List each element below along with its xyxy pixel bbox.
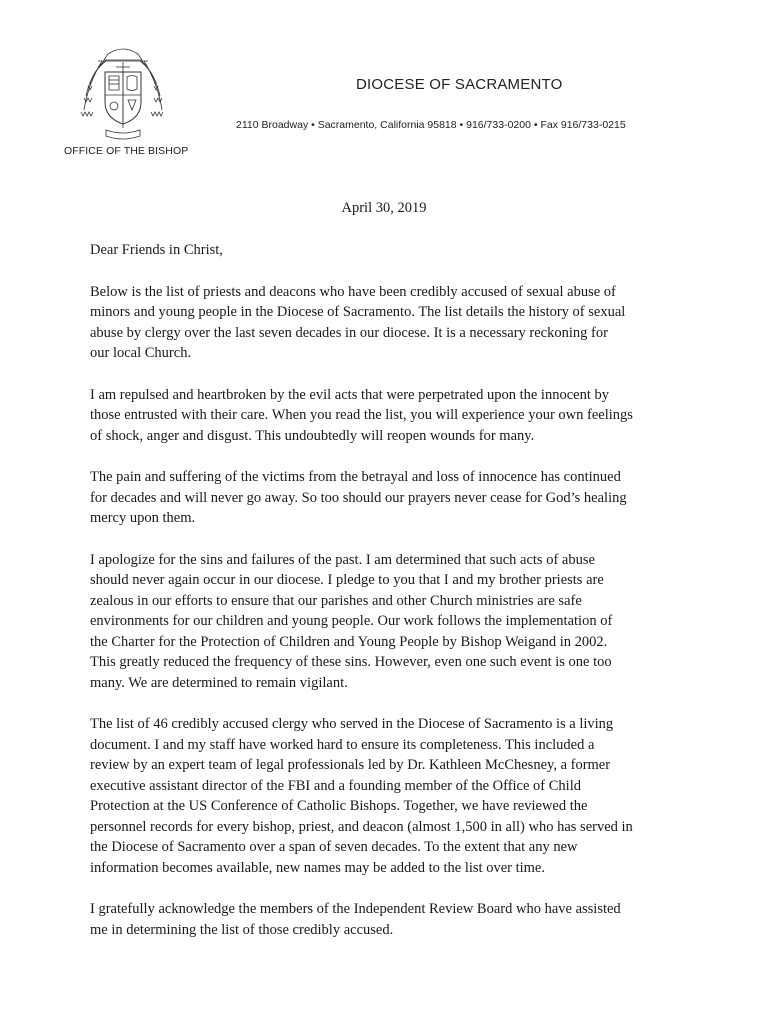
paragraph-line: This greatly reduced the frequency of these sins. However, even one such event is one too xyxy=(90,654,612,670)
paragraph-line: review by an expert team of legal professionals led by Dr. Kathleen McChesney, a former xyxy=(90,757,611,773)
letter-body xyxy=(90,240,690,961)
paragraph-pain xyxy=(90,467,690,529)
paragraph-line: I apologize for the sins and failures of the past. I am determined that such acts of abuse xyxy=(90,551,595,568)
paragraph-list-of-46 xyxy=(90,714,690,878)
paragraph-line: personnel records for every bishop, priest, and deacon (almost 1,500 in all) who has served in xyxy=(90,818,633,835)
paragraph-line: our local Church. xyxy=(90,345,192,361)
paragraph-line: zealous in our efforts to ensure that our parishes and other Church ministries are safe xyxy=(90,592,582,609)
paragraph-line: for decades and will never go away. So too should our prayers never cease for God’s healing xyxy=(90,489,627,506)
paragraph-line: many. We are determined to remain vigilant. xyxy=(90,674,348,691)
paragraph-acknowledgement xyxy=(90,899,690,940)
paragraph-line: minors and young people in the Diocese of Sacramento. The list details the history of sexual xyxy=(90,304,626,320)
paragraph-line: mercy upon them. xyxy=(90,510,196,526)
paragraph-line: should never again occur in our diocese. I pledge to you that I and my brother priests are xyxy=(90,572,604,588)
paragraph-line: The pain and suffering of the victims from the betrayal and loss of innocence has continued xyxy=(90,469,621,485)
paragraph-line: Protection at the US Conference of Catholic Bishops. Together, we have reviewed the xyxy=(90,798,588,814)
paragraph-line: information becomes available, new names may be added to the list over time. xyxy=(90,859,545,876)
letter-date: April 30, 2019 xyxy=(341,200,427,216)
paragraph-line: abuse by clergy over the last seven decades in our diocese. It is a necessary reckoning for xyxy=(90,324,608,341)
paragraph-line: the Diocese of Sacramento over a span of seven decades. To the extent that any new xyxy=(90,839,578,855)
diocese-name-heading: DIOCESE OF SACRAMENTO xyxy=(356,76,563,93)
office-of-the-bishop-label: OFFICE OF THE BISHOP xyxy=(64,145,189,157)
salutation-text: Dear Friends in Christ, xyxy=(90,242,223,258)
paragraph-line: those entrusted with their care. When you read the list, you will experience your own feelings xyxy=(90,407,633,423)
salutation xyxy=(90,240,690,261)
paragraph-line: the Charter for the Protection of Children and Young People by Bishop Weigand in 2002. xyxy=(90,633,608,650)
paragraph-repulsed xyxy=(90,385,690,447)
paragraph-line: document. I and my staff have worked hard to ensure its completeness. This included a xyxy=(90,736,595,753)
coat-of-arms-icon xyxy=(78,40,168,142)
paragraph-line: I am repulsed and heartbroken by the evil acts that were perpetrated upon the innocent by xyxy=(90,386,609,403)
paragraph-line: of shock, anger and disgust. This undoubtedly will reopen wounds for many. xyxy=(90,427,535,444)
paragraph-line: environments for our children and young people. Our work follows the implementation of xyxy=(90,613,613,629)
paragraph-line: Below is the list of priests and deacons who have been credibly accused of sexual abuse of xyxy=(90,283,616,300)
paragraph-intro xyxy=(90,282,690,364)
paragraph-line: I gratefully acknowledge the members of the Independent Review Board who have assisted xyxy=(90,901,621,917)
paragraph-line: executive assistant director of the FBI and a founding member of the Office of Child xyxy=(90,777,581,794)
paragraph-line: me in determining the list of those credibly accused. xyxy=(90,921,394,938)
diocese-address: 2110 Broadway • Sacramento, California 95818 • 916/733-0200 • Fax 916/733-0215 xyxy=(236,119,626,131)
paragraph-line: The list of 46 credibly accused clergy who served in the Diocese of Sacramento is a living xyxy=(90,716,614,732)
paragraph-apology xyxy=(90,550,690,694)
